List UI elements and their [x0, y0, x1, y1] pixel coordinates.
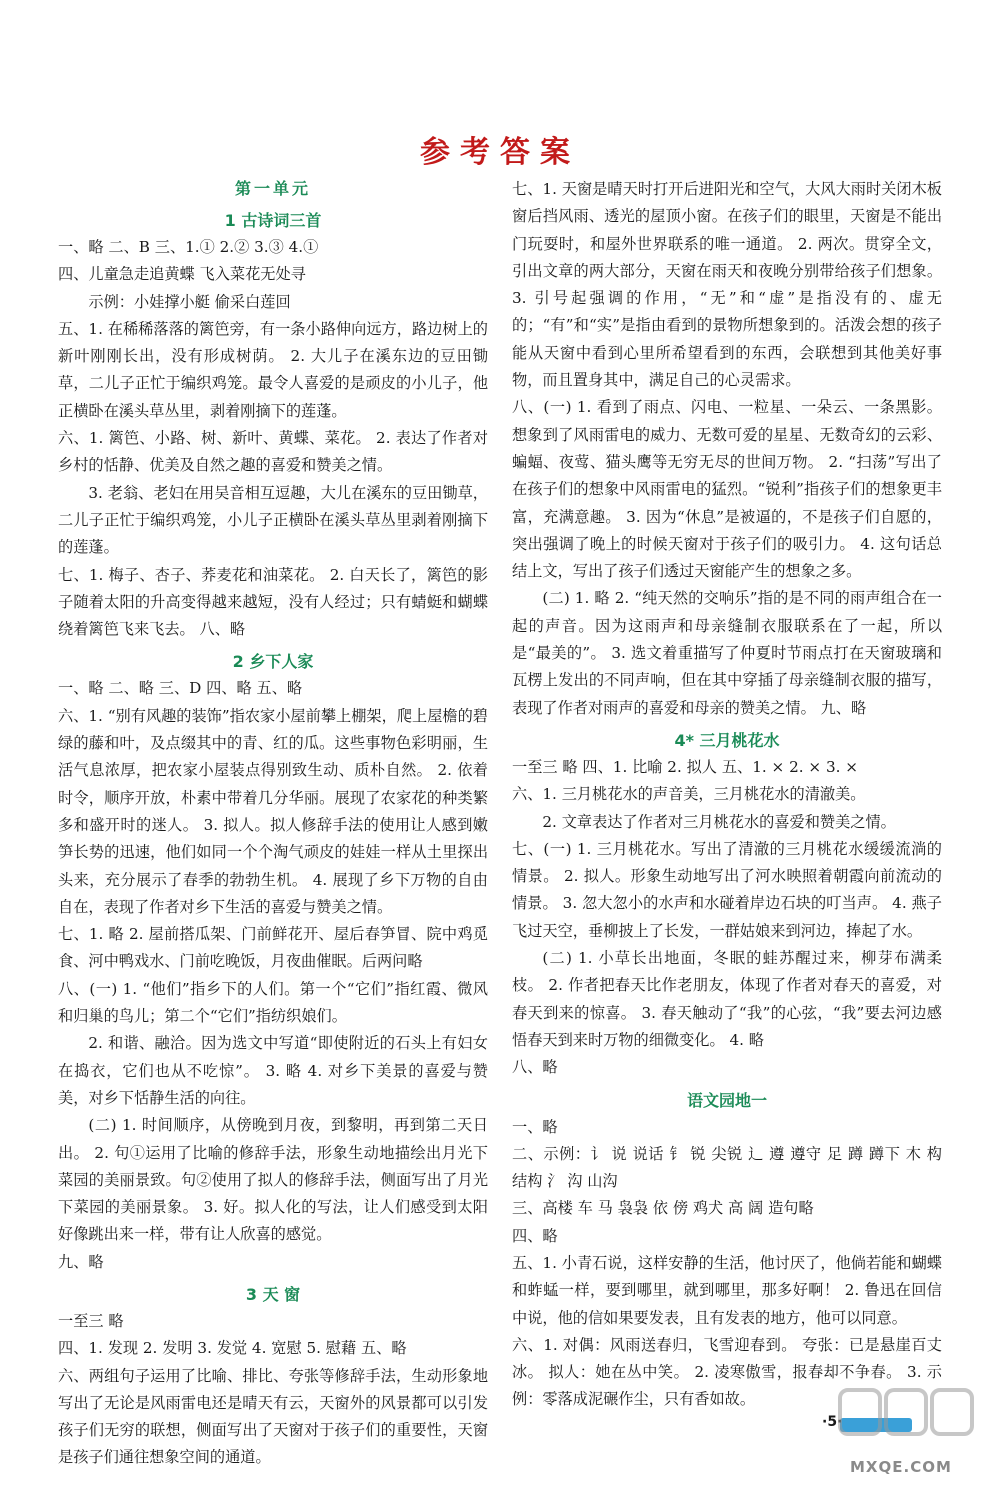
- answer-paragraph: 一、略 二、B 三、1.① 2.② 3.③ 4.①: [58, 238, 319, 256]
- answer-paragraph: 七、(一) 1. 三月桃花水。写出了清澈的三月桃花水缓缓流淌的情景。 2. 拟人。形象生动地写出了河水映照着朝霞向前流动的情景。 3. 忽大忽小的水声和水碰着岸边石块的叮当声。 4. 燕子飞过天空，垂柳披上了长发，一群姑娘来到河边，捧起了水。: [512, 839, 942, 940]
- page-number: ·5·: [822, 1414, 843, 1430]
- answer-paragraph: 八、略: [512, 1058, 558, 1077]
- answer-paragraph: 一至三 略: [58, 1311, 124, 1330]
- answer-paragraph: 六、1. “别有风趣的装饰”指农家小屋前攀上棚架，爬上屋檐的碧绿的藤和叶，及点缀其中的青、红的瓜。这些事物色彩明丽，生活气息浓厚，把农家小屋装点得别致生动、质朴自然。 2. 依着时令，顺序开放，朴素中带着几分华丽。展现了农家花的种类繁多和盛开时的迷人。 3. 拟人。拟人修辞手法的使用让人感到嫩笋长势的迅速，他们如同一个个淘气顽皮的娃娃一样从土里探出头来，充分展示了春季的勃勃生机。 4. 展现了乡下万物的自由自在，表现了作者对乡下生活的喜爱与赞美之情。: [58, 706, 488, 916]
- answer-paragraph: 七、1. 梅子、杏子、荞麦花和油菜花。 2. 白天长了，篱笆的影子随着太阳的升高变得越来越短，没有人经过；只有蜻蜓和蝴蝶绕着篱笆飞来飞去。 八、略: [58, 565, 488, 639]
- unit-title: 第一单元: [234, 179, 311, 198]
- answer-paragraph: 六、1. 篱笆、小路、树、新叶、黄蝶、菜花。 2. 表达了作者对乡村的恬静、优美及自然之趣的喜爱和赞美之情。: [58, 429, 488, 475]
- answer-paragraph: 六、两组句子运用了比喻、排比、夸张等修辞手法，生动形象地写出了无论是风雨雷电还是晴天有云，天窗外的风景都可以引发孩子们无穷的联想，侧面写出了天窗对于孩子们的重要性，天窗是孩子们通往想象空间的通道。: [58, 1366, 488, 1467]
- answer-paragraph: 九、略: [58, 1252, 104, 1271]
- answer-paragraph: 八、(一) 1. “他们”指乡下的人们。第一个“它们”指红霞、微风和归巢的鸟儿；第二个“它们”指纺织娘们。: [58, 979, 488, 1026]
- answer-paragraph: (二) 1. 小草长出地面，冬眠的蛙苏醒过来，柳芽布满柔枝。 2. 作者把春天比作老朋友，体现了作者对春天的喜爱，对春天到来的惊喜。 3. 春天触动了“我”的心弦，“我”要去河边感悟春天到来时万物的细微变化。 4. 略: [512, 949, 942, 1049]
- answer-paragraph: 2. 和谐、融洽。因为选文中写道“即使附近的石头上有妇女在捣衣，它们也从不吃惊”。 3. 略 4. 对乡下美景的喜爱与赞美，对乡下恬静生活的向往。: [58, 1034, 488, 1107]
- answer-paragraph: 2. 文章表达了作者对三月桃花水的喜爱和赞美之情。: [542, 812, 896, 831]
- watermark-text: MXQE.COM: [850, 1458, 952, 1476]
- section-title: 4* 三月桃花水: [674, 730, 780, 750]
- section-title: 2 乡下人家: [232, 652, 314, 672]
- section-title: 语文园地一: [686, 1090, 767, 1110]
- answer-paragraph: 一至三 略 四、1. 比喻 2. 拟人 五、1. × 2. × 3. ×: [512, 757, 858, 776]
- left-column: [58, 176, 488, 1472]
- answer-paragraph: 四、1. 发现 2. 发明 3. 发觉 4. 宽慰 5. 慰藉 五、略: [58, 1339, 407, 1358]
- answer-paragraph: 四、略: [512, 1226, 558, 1245]
- answer-paragraph: (二) 1. 时间顺序，从傍晚到月夜，到黎明，再到第二天日出。 2. 句①运用了比喻的修辞手法，形象生动地描绘出月光下菜园的美丽景致。句②使用了拟人的修辞手法，侧面写出了月光下菜园的美丽景象。 3. 好。拟人化的写法，让人们感受到太阳好像跳出来一样，带有让人欣喜的感觉。: [58, 1116, 488, 1244]
- section-title: 1 古诗词三首: [224, 211, 322, 230]
- answer-paragraph: (二) 1. 略 2. “纯天然的交响乐”指的是不同的雨声组合在一起的声音。因为这雨声和母亲缝制衣服联系在了一起，所以是“最美的”。 3. 选文着重描写了仲夏时节雨点打在天窗玻璃和瓦楞上发出的不同声响，但在其中穿插了母亲缝制衣服的描写，表现了作者对雨声的喜爱和母亲的赞美之情。 九、略: [512, 589, 942, 717]
- page-title: 参考答案: [420, 135, 580, 170]
- section-title: 3 天 窗: [245, 1284, 301, 1304]
- answer-paragraph: 五、1. 小青石说，这样安静的生活，他讨厌了，他倘若能和蝴蝶和蚱蜢一样，要到哪里，就到哪里，那多好啊！ 2. 鲁迅在回信中说，他的信如果要发表，且有发表的地方，他可以同意。: [512, 1253, 942, 1327]
- answer-paragraph: 三、高楼 车 马 袅袅 依 傍 鸡犬 高 阔 造句略: [512, 1199, 814, 1218]
- answer-paragraph: 示例：小娃撑小艇 偷采白莲回: [88, 292, 291, 311]
- answer-paragraph: 3. 老翁、老妇在用吴音相互逗趣，大儿在溪东的豆田锄草，二儿子正忙于编织鸡笼，小儿子正横卧在溪头草丛里剥着刚摘下的莲蓬。: [58, 483, 488, 557]
- answer-paragraph: 七、1. 略 2. 屋前搭瓜架、门前鲜花开、屋后春笋冒、院中鸡觅食、河中鸭戏水、门前吃晚饭，月夜曲催眠。后两问略: [58, 925, 488, 971]
- answer-paragraph: 二、示例：讠 说 说话 钅 锐 尖锐 辶 遵 遵守 足 蹲 蹲下 木 构 结构 氵 沟 山沟: [512, 1144, 942, 1191]
- answer-paragraph: 一、略: [512, 1117, 558, 1136]
- answer-paragraph: 八、(一) 1. 看到了雨点、闪电、一粒星、一朵云、一条黑影。想象到了风雨雷电的威力、无数可爱的星星、无数奇幻的云彩、蝙蝠、夜莺、猫头鹰等无穷无尽的世间万物。 2. “扫荡”写出了在孩子们的想象中风雨雷电的猛烈。“锐利”指孩子们的想象更丰富，充满意趣。 3. 因为“休息”是被逼的，不是孩子们自愿的，突出强调了晚上的时候天窗对于孩子们的吸引力。 4. 这句话总结上文，写出了孩子们透过天窗能产生的想象之多。: [512, 398, 942, 581]
- answer-paragraph: 一、略 二、略 三、D 四、略 五、略: [58, 679, 303, 698]
- answer-paragraph: 六、1. 三月桃花水的声音美，三月桃花水的清澈美。: [512, 785, 866, 804]
- right-column: [512, 176, 942, 1414]
- answer-paragraph: 六、1. 对偶：风雨送春归，飞雪迎春到。 夸张：已是悬崖百丈冰。 拟人：她在丛中笑。 2. 凌寒傲雪，报春却不争春。 3. 示例：零落成泥碾作尘，只有香如故。: [512, 1335, 942, 1409]
- answer-paragraph: 七、1. 天窗是晴天时打开后进阳光和空气，大风大雨时关闭木板窗后挡风雨、透光的屋顶小窗。在孩子们的眼里，天窗是不能出门玩耍时，和屋外世界联系的唯一通道。 2. 两次。贯穿全文，引出文章的两大部分，天窗在雨天和夜晚分别带给孩子们想象。 3. 引号起强调的作用，“无”和“虚”是指没有的、虚无的；“有”和“实”是指由看到的景物所想象到的。活泼会想的孩子能从天窗中看到心里所希望看到的东西，会联想到其他美好事物，而且置身其中，满足自己的心灵需求。: [512, 180, 942, 390]
- answer-paragraph: 五、1. 在稀稀落落的篱笆旁，有一条小路伸向远方，路边树上的新叶刚刚长出，没有形成树荫。 2. 大儿子在溪东边的豆田锄草，二儿子正忙于编织鸡笼。最令人喜爱的是顽皮的小儿子，他正横卧在溪头草丛里，剥着刚摘下的莲蓬。: [58, 319, 488, 420]
- answer-paragraph: 四、儿童急走追黄蝶 飞入菜花无处寻: [58, 265, 306, 284]
